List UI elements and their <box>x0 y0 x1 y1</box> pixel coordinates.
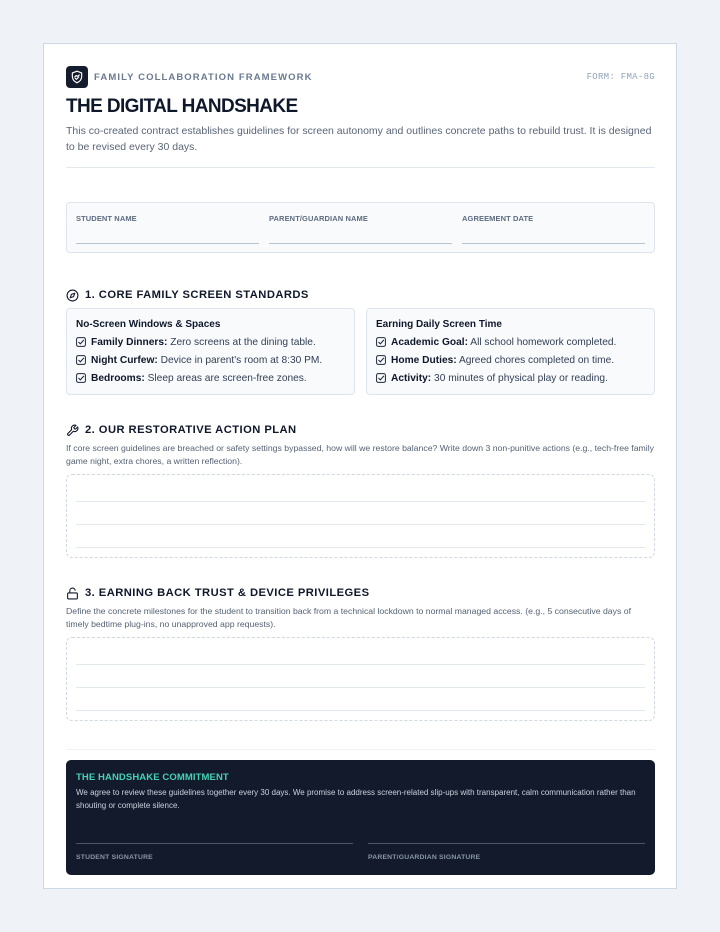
signature-line <box>76 843 353 844</box>
item-label: Night Curfew: <box>91 354 158 366</box>
section-2-title: 2. OUR RESTORATIVE ACTION PLAN <box>85 424 297 436</box>
list-item <box>76 351 345 369</box>
writing-line <box>76 687 645 688</box>
card-title: Earning Daily Screen Time <box>376 319 502 330</box>
list-item <box>76 369 345 387</box>
checkbox-icon <box>376 337 386 347</box>
form-id: FORM: FMA-8G <box>586 72 655 82</box>
list-item <box>376 369 645 387</box>
card-title: No-Screen Windows & Spaces <box>76 319 221 330</box>
parent-name-field[interactable] <box>269 203 452 252</box>
agreement-form <box>43 43 677 889</box>
list-item <box>376 333 645 351</box>
item-text: 30 minutes of physical play or reading. <box>431 372 608 384</box>
commitment-title: THE HANDSHAKE COMMITMENT <box>76 772 229 783</box>
list-item <box>76 333 345 351</box>
signature-line <box>368 843 645 844</box>
checkbox-icon <box>76 337 86 347</box>
field-line <box>76 243 259 244</box>
signature-label: PARENT/GUARDIAN SIGNATURE <box>368 854 481 861</box>
item-text: Agreed chores completed on time. <box>456 354 615 366</box>
standards-cards <box>66 308 655 395</box>
section-1-heading <box>66 288 655 302</box>
list-item <box>376 351 645 369</box>
checkbox-icon <box>376 355 386 365</box>
student-signature-field[interactable] <box>76 843 353 861</box>
signature-label: STUDENT SIGNATURE <box>76 854 153 861</box>
parent-signature-field[interactable] <box>368 843 645 861</box>
section-3-heading <box>66 586 655 600</box>
field-line <box>269 243 452 244</box>
restorative-plan-input[interactable] <box>66 474 655 558</box>
wrench-icon <box>66 424 79 437</box>
field-line <box>462 243 645 244</box>
item-label: Home Duties: <box>391 354 457 366</box>
divider <box>66 749 655 750</box>
item-text: Sleep areas are screen-free zones. <box>144 372 307 384</box>
section-2-heading <box>66 423 655 437</box>
page-subtitle: This co-created contract establishes guidelines for screen autonomy and outlines concrete paths to rebuild trust. It is designed to be revised every 30 days. <box>66 125 652 153</box>
checkbox-icon <box>76 355 86 365</box>
item-text: Device in parent's room at 8:30 PM. <box>157 354 323 366</box>
info-fields <box>66 202 655 253</box>
no-screen-card <box>66 308 355 395</box>
earning-time-card <box>366 308 655 395</box>
writing-line <box>76 664 645 665</box>
section-3-description: Define the concrete milestones for the student to transition back from a technical lockdown to normal managed access. (e.g., 5 consecutive days of timely bedtime plug-ins, no unapproved app requests). <box>66 606 631 629</box>
field-label: AGREEMENT DATE <box>462 214 534 223</box>
handshake-logo-icon <box>66 66 88 88</box>
writing-line <box>76 547 645 548</box>
unlock-icon <box>66 587 79 600</box>
student-name-field[interactable] <box>76 203 259 252</box>
section-3-title: 3. EARNING BACK TRUST & DEVICE PRIVILEGES <box>85 587 370 599</box>
commitment-text: We agree to review these guidelines together every 30 days. We promise to address screen-related slip-ups with transparent, calm communication rather than shouting or complete silence. <box>76 788 636 810</box>
compass-icon <box>66 289 79 302</box>
writing-line <box>76 710 645 711</box>
brand-header <box>66 66 655 88</box>
trust-milestones-input[interactable] <box>66 637 655 721</box>
section-1-title: 1. CORE FAMILY SCREEN STANDARDS <box>85 289 309 301</box>
writing-line <box>76 524 645 525</box>
field-label: PARENT/GUARDIAN NAME <box>269 214 368 223</box>
item-label: Activity: <box>391 372 432 384</box>
field-label: STUDENT NAME <box>76 214 137 223</box>
checkbox-icon <box>76 373 86 383</box>
writing-line <box>76 501 645 502</box>
item-text: Zero screens at the dining table. <box>167 336 316 348</box>
item-label: Family Dinners: <box>91 336 168 348</box>
item-label: Academic Goal: <box>391 336 468 348</box>
brand-name: FAMILY COLLABORATION FRAMEWORK <box>94 72 313 83</box>
checkbox-icon <box>376 373 386 383</box>
agreement-date-field[interactable] <box>462 203 645 252</box>
item-label: Bedrooms: <box>91 372 145 384</box>
item-text: All school homework completed. <box>468 336 617 348</box>
section-2-description: If core screen guidelines are breached or safety settings bypassed, how will we restore balance? Write down 3 non-punitive actions (e.g., tech-free family game night, extra chores, a written reflection). <box>66 443 654 466</box>
commitment-panel <box>66 760 655 875</box>
divider <box>66 167 655 168</box>
page-title: THE DIGITAL HANDSHAKE <box>66 96 298 117</box>
